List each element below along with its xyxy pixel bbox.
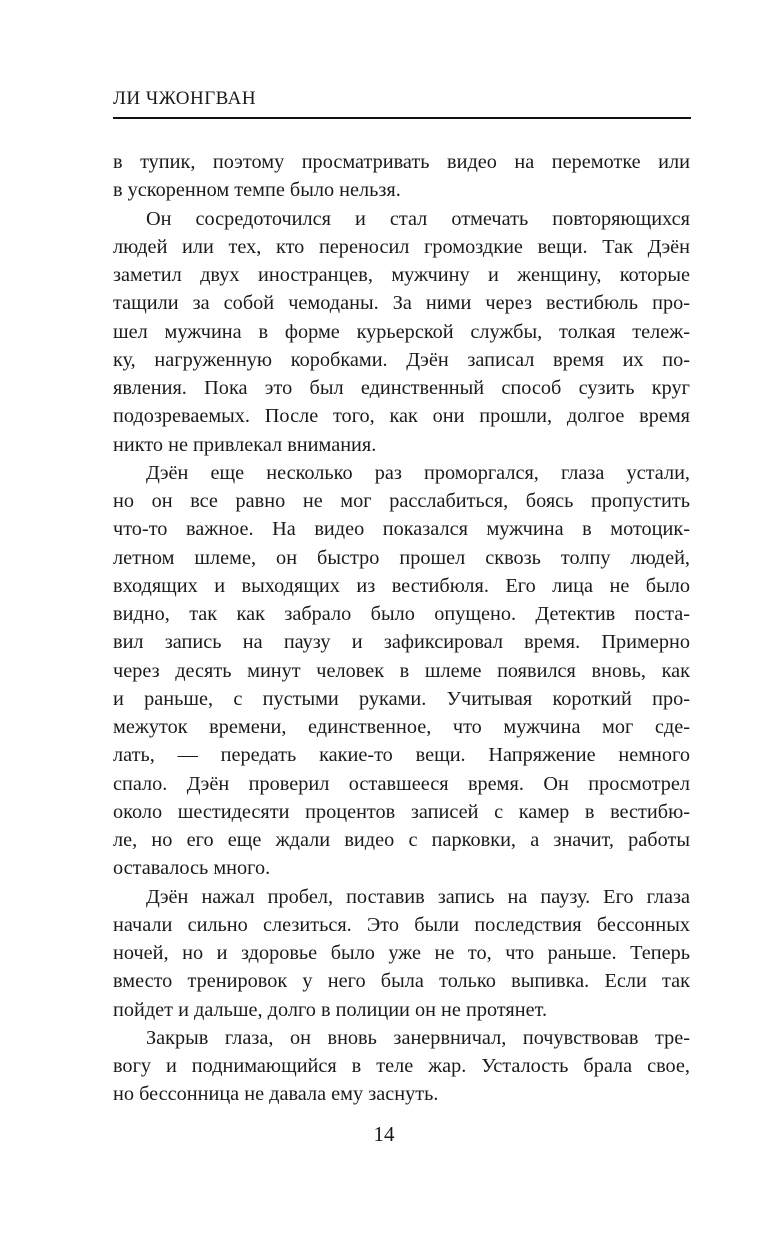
text-line: тащили за собой чемоданы. За ними через вестибюль про- xyxy=(113,292,690,315)
text-line: что-то важное. На видео показался мужчина в мотоцик- xyxy=(113,518,690,541)
text-line: ле, но его еще ждали видео с парковки, а значит, работы xyxy=(113,829,690,851)
paragraph xyxy=(113,1024,690,1109)
running-header: ЛИ ЧЖОНГВАН xyxy=(113,88,257,109)
text-line: в ускоренном темпе было нельзя. xyxy=(113,179,401,202)
text-line: оставалось много. xyxy=(113,857,271,880)
text-line: начали сильно слезиться. Это были последствия бессонных xyxy=(113,913,690,936)
page-number: 14 xyxy=(373,1122,395,1146)
text-line: но бессонница не давала ему заснуть. xyxy=(113,1083,439,1106)
text-line: в тупик, поэтому просматривать видео на перемотке или xyxy=(113,151,690,173)
text-line: ночей, но и здоровье было уже не то, что раньше. Теперь xyxy=(113,942,690,964)
text-line: шел мужчина в форме курьерской службы, толкая тележ- xyxy=(113,320,690,343)
text-line: и раньше, с пустыми руками. Учитывая короткий про- xyxy=(113,687,690,710)
paragraph xyxy=(113,205,690,459)
text-line: вогу и поднимающийся в теле жар. Усталость брала свое, xyxy=(113,1055,690,1077)
text-line: Дэён нажал пробел, поставив запись на паузу. Его глаза xyxy=(146,885,690,908)
text-line: Дэён еще несколько раз проморгался, глаза устали, xyxy=(146,461,690,484)
text-line: ку, нагруженную коробками. Дэён записал время их по- xyxy=(113,348,690,371)
text-line: явления. Пока это был единственный способ сузить круг xyxy=(113,377,690,399)
text-line: никто не привлекал внимания. xyxy=(113,433,377,456)
text-line: летном шлеме, он быстро прошел сквозь толпу людей, xyxy=(113,546,690,569)
text-line: но он все равно не мог расслабиться, боясь пропустить xyxy=(113,490,690,512)
text-line: Закрыв глаза, он вновь занервничал, почувствовав тре- xyxy=(146,1026,690,1049)
text-line: около шестидесяти процентов записей с камер в вестибю- xyxy=(113,800,690,823)
text-line: подозреваемых. После того, как они прошли, долгое время xyxy=(113,405,690,428)
text-line: видно, так как забрало было опущено. Детектив поста- xyxy=(113,603,690,625)
paragraph xyxy=(113,148,690,205)
text-line: лать, — передать какие-то вещи. Напряжение немного xyxy=(113,744,690,767)
header-rule xyxy=(113,117,691,119)
text-line: спало. Дэён проверил оставшееся время. Он просмотрел xyxy=(113,772,690,795)
paragraph xyxy=(113,459,690,883)
text-line: вместо тренировок у него была только выпивка. Если так xyxy=(113,970,690,993)
text-line: заметил двух иностранцев, мужчину и женщину, которые xyxy=(113,264,690,286)
text-line: через десять минут человек в шлеме появился вновь, как xyxy=(113,659,690,682)
text-line: вил запись на паузу и зафиксировал время. Примерно xyxy=(113,631,690,654)
text-line: пойдет и дальше, долго в полиции он не протянет. xyxy=(113,998,548,1021)
paragraph xyxy=(113,883,690,1024)
text-line: Он сосредоточился и стал отмечать повторяющихся xyxy=(146,207,690,230)
page-body-text xyxy=(113,148,690,1109)
text-line: межуток времени, единственное, что мужчина мог сде- xyxy=(113,716,690,738)
text-line: входящих и выходящих из вестибюля. Его лица не было xyxy=(113,574,690,597)
text-line: людей или тех, кто переносил громоздкие вещи. Так Дэён xyxy=(113,235,690,258)
